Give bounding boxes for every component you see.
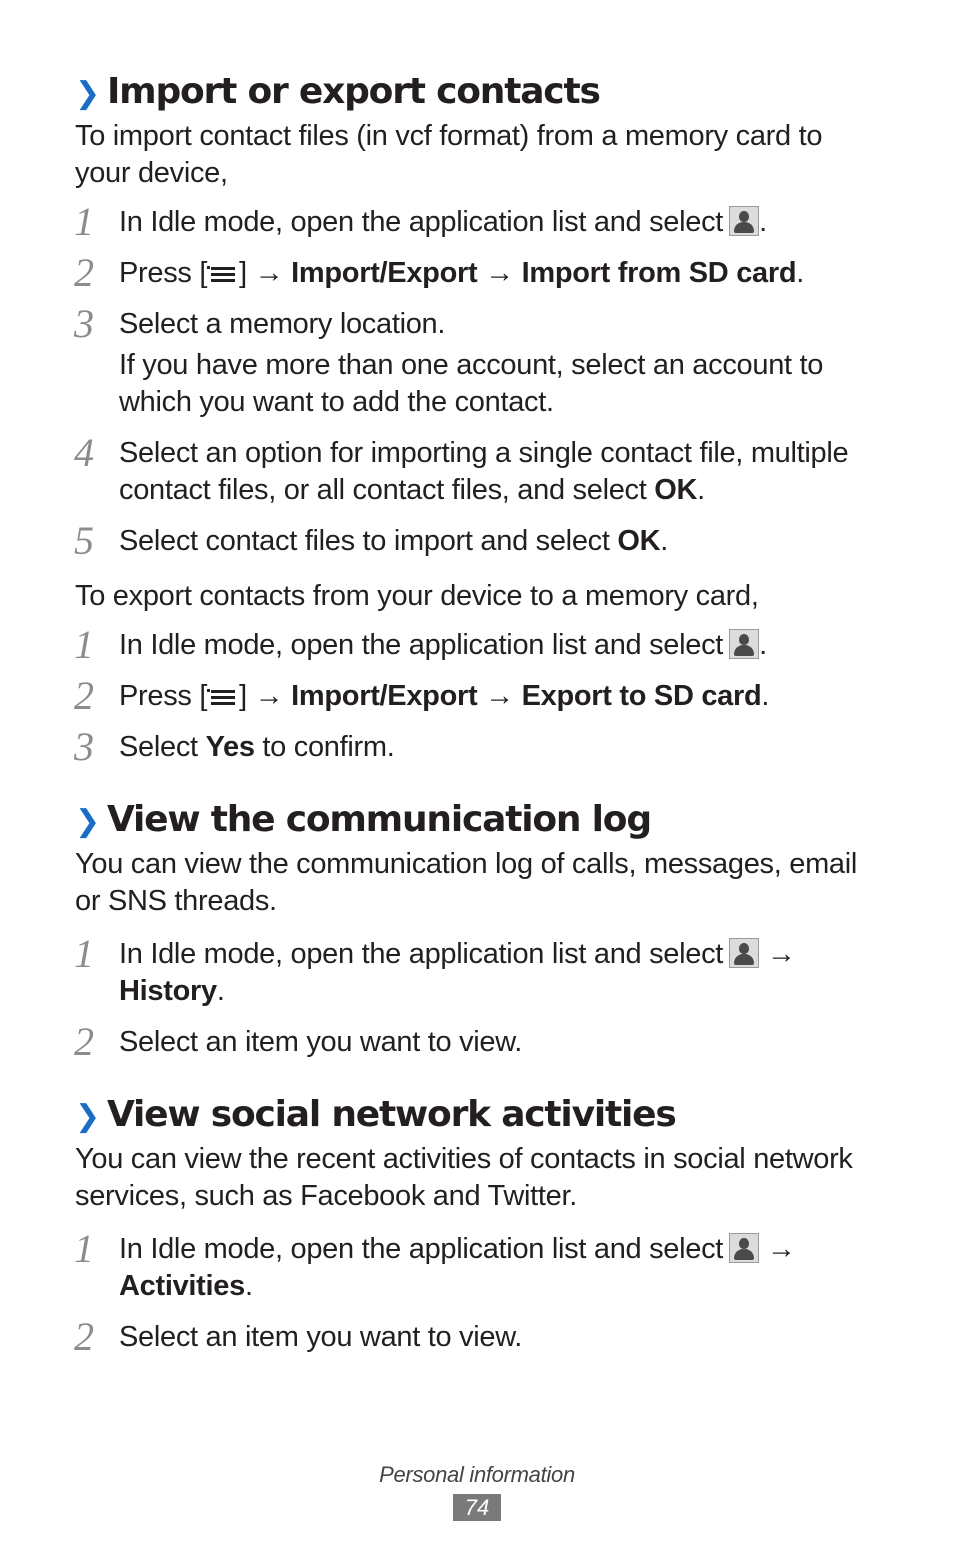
step-number: 1 — [74, 931, 94, 976]
step-number: 1 — [74, 199, 94, 244]
step: 5 Select contact files to import and select OK. — [74, 518, 669, 563]
contacts-app-icon — [729, 938, 759, 968]
chevron-right-icon: ❯ — [75, 76, 99, 111]
menu-key-icon — [207, 262, 239, 284]
step: 1 In Idle mode, open the application list and select . — [74, 199, 767, 244]
step-number: 5 — [74, 518, 94, 563]
chevron-right-icon: ❯ — [75, 804, 99, 839]
intro-text: To import contact files (in vcf format) from a memory card to your device, — [75, 120, 823, 189]
page-number: 74 — [453, 1494, 501, 1521]
contacts-app-icon — [729, 629, 759, 659]
contacts-app-icon — [729, 1233, 759, 1263]
step: 4 Select an option for importing a single contact file, multiple contact files, or all contact files, and select OK. — [74, 430, 849, 506]
intro-text: You can view the communication log of calls, messages, email or SNS threads. — [75, 848, 858, 917]
footer-label: Personal information — [379, 1462, 575, 1487]
step: 1 In Idle mode, open the application list and select → Activities. — [74, 1226, 796, 1302]
step: 2 Press [ ] → Import/Export → Import from SD card. — [74, 250, 805, 295]
export-steps — [74, 622, 885, 769]
step-number: 1 — [74, 622, 94, 667]
step: 2 Press [ ] → Import/Export → Export to SD card. — [74, 673, 770, 718]
section-heading: ❯ Import or export contacts — [75, 71, 600, 112]
step: 2 Select an item you want to view. — [74, 1314, 523, 1359]
section-heading: ❯ View social network activities — [75, 1094, 676, 1135]
step-number: 2 — [74, 250, 94, 295]
step-number: 3 — [74, 301, 94, 346]
section-heading: ❯ View the communication log — [75, 799, 651, 840]
contacts-app-icon — [729, 206, 759, 236]
intro-text: To export contacts from your device to a memory card, — [75, 580, 759, 612]
intro-text: You can view the recent activities of contacts in social network services, such as Facebook and Twitter. — [75, 1143, 853, 1212]
step: 1 In Idle mode, open the application list and select → History. — [74, 931, 796, 1007]
step-number: 2 — [74, 673, 94, 718]
page-footer — [0, 1462, 954, 1521]
menu-key-icon — [207, 685, 239, 707]
step: 3 Select Yes to confirm. — [74, 724, 395, 769]
chevron-right-icon: ❯ — [75, 1099, 99, 1134]
import-steps — [74, 199, 885, 563]
step-number: 4 — [74, 430, 94, 475]
step-number: 3 — [74, 724, 94, 769]
step: 2 Select an item you want to view. — [74, 1019, 523, 1064]
step: 3 Select a memory location. If you have more than one account, select an account to which you want to add the contact. — [75, 306, 885, 421]
step-number: 2 — [74, 1314, 94, 1359]
step-number: 1 — [74, 1226, 94, 1271]
step-note: If you have more than one account, select an account to which you want to add the contact. — [119, 349, 824, 418]
page-content — [75, 68, 885, 1370]
section-communication-log — [74, 796, 885, 1064]
social-steps — [74, 1226, 885, 1359]
step-number: 2 — [74, 1019, 94, 1064]
section-import-export — [74, 68, 885, 769]
section-social-network — [74, 1091, 885, 1359]
step: 1 In Idle mode, open the application list and select . — [74, 622, 767, 667]
log-steps — [74, 931, 885, 1064]
